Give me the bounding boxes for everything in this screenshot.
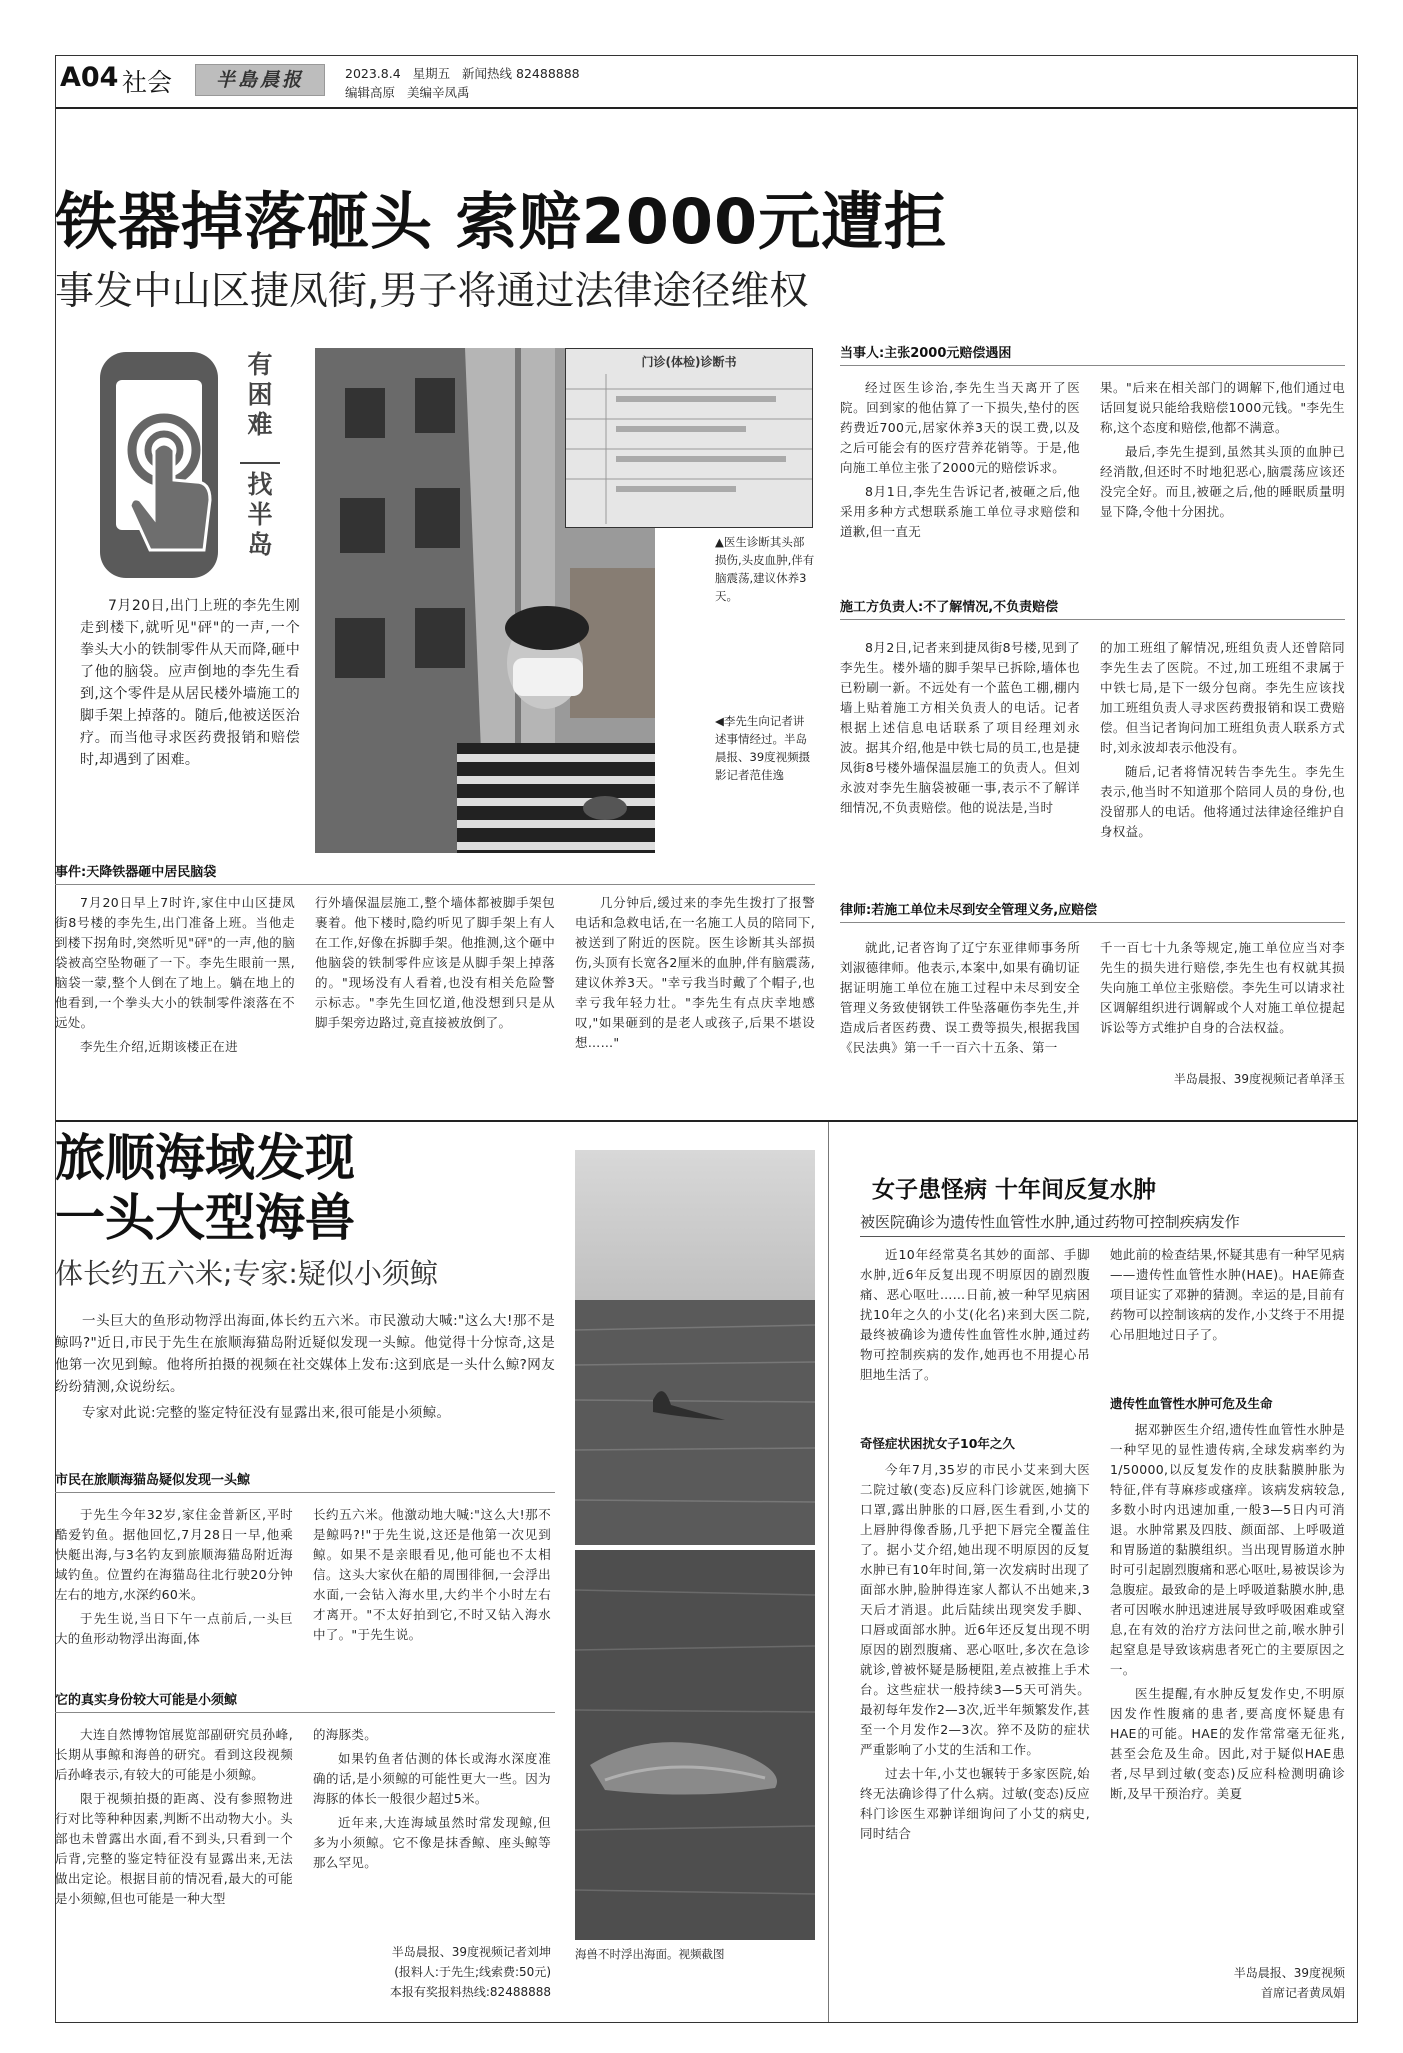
column-divider [828, 1122, 829, 2022]
story2-headline-line2: 一头大型海兽 [55, 1189, 355, 1247]
story2-subheadline: 体长约五六米;专家:疑似小须鲸 [55, 1257, 438, 1290]
lawyer-col1 [840, 938, 1080, 1062]
story2-sec2-col2-p3: 近年来,大连海域虽然时常发现鲸,但多为小须鲸。它不像是抹香鲸、座头鲸等那么罕见。 [313, 1815, 551, 1870]
story2-sec2-col2 [313, 1725, 551, 1877]
diagnosis-document-image [566, 374, 812, 524]
lawyer-col1-p1: 就此,记者咨询了辽宁东亚律师事务所刘淑德律师。他表示,本案中,如果有确切证据证明施工单位在施工过程中未尽到安全管理义务致使钢铁工件坠落砸伤李先生,并造成后者医药费、误工费等损失,根据我国《民法典》第一千一百六十五条、第一 [840, 940, 1080, 1055]
logo-slogan-bottom: 找半岛 [247, 470, 273, 559]
party-col2-p2: 最后,李先生提到,虽然其头顶的血肿已经消散,但还时不时地犯恶心,脑震荡应该还没完全好。而且,被砸之后,他的睡眠质量明显下降,令他十分困扰。 [1100, 444, 1345, 519]
story3-col1-body-p1: 今年7月,35岁的市民小艾来到大医二院过敏(变态)反应科门诊就医,她摘下口罩,露出肿胀的口唇,医生看到,小艾的上唇肿得像香肠,几乎把下唇完全覆盖住了。据小艾介绍,她出现不明原因的反复水肿已有10年时间,第一次发病时出现了面部水肿,脸肿得连家人都认不出她来,3天后才消退。此后陆续出现突发手脚、口唇或面部水肿。近6年还反复出现不明原因的剧烈腹痛、恶心呕吐,多次在急诊就诊,曾被怀疑是肠梗阻,差点被推上手术台。这些症状一般持续3—5天可消失。最初每年发作2—3次,近半年频繁发作,甚至一个月发作2—3次。猝不及防的症状严重影响了小艾的生活和工作。 [860, 1462, 1090, 1757]
story2-sec2-rule [55, 1712, 555, 1713]
builder-col1-p1: 8月2日,记者来到捷凤街8号楼,见到了李先生。楼外墙的脚手架早已拆除,墙体也已粉刷一新。不远处有一个蓝色工棚,棚内墙上贴着施工方相关负责人的电话。记者根据上述信息电话联系了项目经理刘永波。据其介绍,他是中铁七局的员工,也是捷凤街8号楼外墙保温层施工的负责人。但刘永波对李先生脑袋被砸一事,表示不了解详细情况,不负责赔偿。他的说法是,当时 [840, 640, 1080, 815]
event-col2 [315, 893, 555, 1037]
story2-sec1-col1 [55, 1505, 293, 1653]
story3-col2-body-p1: 据邓翀医生介绍,遗传性血管性水肿是一种罕见的显性遗传病,全球发病率约为1/50000,以反复发作的皮肤黏膜肿胀为特征,伴有荨麻疹或瘙痒。该病发病较急,多数小时内迅速加重,一般3—5日内可消退。水肿常累及四肢、颜面部、上呼吸道和胃肠道的黏膜组织。当出现胃肠道水肿时可引起剧烈腹痛和恶心呕吐,易被误诊为急腹症。最致命的是上呼吸道黏膜水肿,患者可因喉水肿迅速进展导致呼吸困难或窒息,在有效的治疗方法问世之前,喉水肿引起窒息是导致该病患者死亡的主要原因之一。 [1110, 1422, 1345, 1677]
help-logo [92, 350, 227, 582]
lawyer-section-title: 律师:若施工单位未尽到安全管理义务,应赔偿 [840, 903, 1098, 918]
lawyer-col2-p1: 千一百七十九条等规定,施工单位应当对李先生的损失进行赔偿,李先生也有权就其损失向施工单位主张赔偿。李先生可以请求社区调解组织进行调解或个人对施工单位提起诉讼等方式维护自身的合法权益。 [1100, 940, 1345, 1035]
party-col1-p2: 8月1日,李先生告诉记者,被砸之后,他采用多种方式想联系施工单位寻求赔偿和道歉,但一直无 [840, 484, 1080, 539]
party-section-title: 当事人:主张2000元赔偿遇困 [840, 346, 1012, 361]
party-col1 [840, 378, 1080, 546]
story2-byline-tipster: (报料人:于先生;线索费:50元) [394, 1965, 551, 1979]
diagnosis-caption: ▲医生诊断其头部损伤,头皮血肿,伴有脑震荡,建议休养3天。 [715, 535, 815, 603]
story3-byline-org: 半岛晨报、39度视频 [1233, 1966, 1345, 1980]
story2-sec1-col2-p1: 长约五六米。他激动地大喊:"这么大!那不是鲸吗?!"于先生说,这还是他第一次见到鲸。如果不是亲眼看见,他可能也不太相信。这头大家伙在船的周围徘徊,一会浮出水面,一会钻入海水里,大约半个小时左右才离开。"不太好拍到它,不时又钻入海水中了。"于先生说。 [313, 1507, 551, 1642]
story3-subheadline: 被医院确诊为遗传性血管性水肿,通过药物可控制疾病发作 [860, 1213, 1240, 1231]
story2-sec2-col2-p2: 如果钓鱼者估测的体长或海水深度准确的话,是小须鲸的可能性更大一些。因为海豚的体长一般很少超过5米。 [313, 1751, 551, 1806]
event-section-rule [55, 884, 815, 885]
builder-col2-p1: 的加工班组了解情况,班组负责人还曾陪同李先生去了医院。不过,加工班组不隶属于中铁七局,是下一级分包商。李先生应该找加工班组负责人寻求医药费报销和误工费赔偿。但当记者询问加工班组负责人联系方式时,刘永波却表示他没有。 [1100, 640, 1345, 755]
story3-col1-lead-p1: 近10年经常莫名其妙的面部、手脚水肿,近6年反复出现不明原因的剧烈腹痛、恶心呕吐……日前,被一种罕见病困扰10年之久的小艾(化名)来到大医二院,最终被确诊为遗传性血管性水肿,通过药物可控制疾病的发作,她再也不用提心吊胆地生活了。 [860, 1247, 1090, 1382]
whale-back-photo [575, 1550, 815, 1940]
logo-slogan-top: 有困难 [247, 350, 273, 439]
issue-date: 2023.8.4 [345, 66, 401, 81]
story3-rule [860, 1236, 1345, 1237]
builder-section-title: 施工方负责人:不了解情况,不负责赔偿 [840, 600, 1059, 615]
story3-byline [1110, 1963, 1345, 2003]
story2-sec1-rule [55, 1492, 555, 1493]
story1-lead [80, 595, 300, 775]
story3-col2-body [1110, 1420, 1345, 1808]
masthead-logo [195, 64, 325, 96]
diagnosis-doc-title: 门诊(体检)诊断书 [641, 355, 737, 369]
staff-credits [345, 83, 469, 101]
lawyer-section-rule [840, 922, 1345, 923]
sea-photo-top [575, 1150, 815, 1545]
lawyer-col2 [1100, 938, 1345, 1042]
story2-sec1-col1-p1: 于先生今年32岁,家住金普新区,平时酷爱钓鱼。据他回忆,7月28日一早,他乘快艇出海,与3名钓友到旅顺海猫岛附近海域钓鱼。位置约在海猫岛往北行驶20分钟左右的地方,水深约60米。 [55, 1507, 293, 1602]
section-name: 社会 [122, 68, 173, 97]
party-col2 [1100, 378, 1345, 526]
story3-sub1-title: 奇怪症状困扰女子10年之久 [860, 1436, 1015, 1451]
story2-sec2-col1 [55, 1725, 293, 1913]
sea-photo-caption: 海兽不时浮出海面。视频截图 [575, 1947, 725, 1961]
party-col2-p1: 果。"后来在相关部门的调解下,他们通过电话回复说只能给我赔偿1000元钱。"李先生称,这个态度和赔偿,他都不满意。 [1100, 380, 1345, 435]
designer-credit: 美编辛凤禹 [406, 85, 470, 100]
story3-col1-lead [860, 1245, 1090, 1389]
builder-col2 [1100, 638, 1345, 846]
event-section-title: 事件:天降铁器砸中居民脑袋 [55, 865, 217, 880]
story3-headline: 女子患怪病 十年间反复水肿 [872, 1177, 1157, 1203]
event-col1 [55, 893, 295, 1061]
story3-col2-top-p1: 她此前的检查结果,怀疑其患有一种罕见病——遗传性血管性水肿(HAE)。HAE筛查项目证实了邓翀的猜测。幸运的是,目前有药物可以控制该病的发作,小艾终于不用提心吊胆地过日子了。 [1110, 1247, 1345, 1342]
story2-sec2-col1-p2: 限于视频拍摄的距离、没有参照物进行对比等种种因素,判断不出动物大小。头部也未曾露出水面,看不到头,只看到一个后背,完整的鉴定特征没有显露出来,无法做出定论。根据目前的情况看,最大的可能是小须鲸,但也可能是一种大型 [55, 1791, 293, 1906]
story2-sec2-col1-p1: 大连自然博物馆展览部副研究员孙峰,长期从事鲸和海兽的研究。看到这段视频后孙峰表示,有较大的可能是小须鲸。 [55, 1727, 293, 1782]
whale-fin-photo [575, 1150, 815, 1545]
story2-sec1-title: 市民在旅顺海猫岛疑似发现一头鲸 [55, 1473, 251, 1488]
story1-byline: 半岛晨报、39度视频记者单泽玉 [1173, 1072, 1345, 1086]
story3-col2-top [1110, 1245, 1345, 1349]
event-col1-p1: 7月20日早上7时许,家住中山区捷凤街8号楼的李先生,出门准备上班。当他走到楼下拐角时,突然听见"砰"的一声,他的脑袋被高空坠物砸了一下。李先生眼前一黑,脑袋一蒙,整个人倒在了地上。躺在地上的他看到,一个拳头大小的铁制零件滚落在不远处。 [55, 895, 295, 1030]
phone-touch-icon [92, 350, 227, 582]
news-hotline: 新闻热线 82488888 [462, 66, 580, 81]
story2-lead-p1: 一头巨大的鱼形动物浮出海面,体长约五六米。市民激动大喊:"这么大!那不是鲸吗?"近日,市民于先生在旅顺海猫岛附近疑似发现一头鲸。他觉得十分惊奇,这是他第一次见到鲸。他将所拍摄的视频在社交媒体上发布:这到底是一头什么鲸?网友纷纷猜测,众说纷纭。 [55, 1313, 555, 1395]
story2-sec2-col2-p1: 的海豚类。 [313, 1727, 378, 1742]
party-section-rule [840, 365, 1345, 366]
builder-col2-p2: 随后,记者将情况转告李先生。李先生表示,他当时不知道那个陪同人员的身份,也没留那人的电话。他将通过法律途径维护自身权益。 [1100, 764, 1345, 839]
header-rule [56, 107, 1357, 109]
story3-sub2-title: 遗传性血管性水肿可危及生命 [1110, 1396, 1273, 1411]
story1-headline: 铁器掉落砸头 索赔2000元遭拒 [55, 185, 948, 258]
story2-byline [313, 1942, 551, 2002]
story2-byline-hotline: 本报有奖报料热线:82488888 [389, 1985, 551, 1999]
story3-byline-reporter: 首席记者黄凤娟 [1260, 1986, 1345, 2000]
diagnosis-photo [565, 348, 813, 528]
story2-sec1-col2 [313, 1505, 551, 1649]
issue-info [345, 64, 580, 82]
story1-lead-text: 7月20日,出门上班的李先生刚走到楼下,就听见"砰"的一声,一个拳头大小的铁制零件从天而降,砸中了他的脑袋。应声倒地的李先生看到,这个零件是从居民楼外墙施工的脚手架上掉落的。随后,他被送医治疗。而当他寻求医药费报销和赔偿时,却遇到了困难。 [80, 598, 300, 768]
story2-sec1-col1-p2: 于先生说,当日下午一点前后,一头巨大的鱼形动物浮出海面,体 [55, 1611, 293, 1646]
story3-col1-body [860, 1460, 1090, 1848]
story2-lead-p2: 专家对此说:完整的鉴定特征没有显露出来,很可能是小须鲸。 [82, 1405, 451, 1421]
interview-caption: ◀李先生向记者讲述事情经过。半岛晨报、39度视频摄影记者范佳逸 [715, 714, 811, 782]
story-divider [56, 1120, 1357, 1122]
story3-col2-body-p2: 医生提醒,有水肿反复发作史,不明原因发作性腹痛的患者,要高度怀疑患有HAE的可能。HAE的发作常常毫无征兆,甚至会危及生命。因此,对于疑似HAE患者,尽早到过敏(变态)反应科检测明确诊断,及早干预治疗。美夏 [1110, 1686, 1345, 1801]
story2-sec2-title: 它的真实身份较大可能是小须鲸 [55, 1693, 238, 1708]
builder-col1 [840, 638, 1080, 822]
story2-headline-line1: 旅顺海域发现 [55, 1129, 355, 1187]
issue-weekday: 星期五 [412, 66, 451, 81]
event-col1-p2: 李先生介绍,近期该楼正在进 [80, 1039, 238, 1054]
builder-section-rule [840, 619, 1345, 620]
logo-slogan-rule [240, 462, 280, 464]
masthead-text: 半島晨报 [215, 69, 304, 91]
story3-col1-body-p2: 过去十年,小艾也辗转于多家医院,始终无法确诊得了什么病。过敏(变态)反应科门诊医生邓翀详细询问了小艾的病史,同时结合 [860, 1766, 1090, 1841]
page-number: A04 [60, 62, 119, 93]
sea-photo-bottom [575, 1550, 815, 1940]
event-col2-p1: 行外墙保温层施工,整个墙体都被脚手架包裹着。他下楼时,隐约听见了脚手架上有人在工作,好像在拆脚手架。他推测,这个砸中他脑袋的铁制零件应该是从脚手架上掉落的。"现场没有人看着,也没有相关危险警示标志。"李先生回忆道,他没想到只是从脚手架旁边路过,竟直接被放倒了。 [315, 895, 555, 1030]
story1-subheadline: 事发中山区捷凤街,男子将通过法律途径维权 [55, 269, 809, 314]
story2-byline-reporter: 半岛晨报、39度视频记者刘坤 [391, 1945, 551, 1959]
editor-credit: 编辑高原 [345, 85, 396, 100]
event-col3-p1: 几分钟后,缓过来的李先生拨打了报警电话和急救电话,在一名施工人员的陪同下,被送到了附近的医院。医生诊断其头部损伤,头顶有长宽各2厘米的血肿,伴有脑震荡,建议休养3天。"幸亏我当时戴了个帽子,也幸亏我年轻力壮。"李先生有点庆幸地感叹,"如果砸到的是老人或孩子,后果不堪设想……" [575, 895, 815, 1050]
story2-lead [55, 1310, 555, 1428]
event-col3 [575, 893, 815, 1057]
party-col1-p1: 经过医生诊治,李先生当天离开了医院。回到家的他估算了一下损失,垫付的医药费近700元,居家休养3天的误工费,以及之后可能会有的医疗营养花销等。于是,他向施工单位主张了2000元的赔偿诉求。 [840, 380, 1080, 475]
